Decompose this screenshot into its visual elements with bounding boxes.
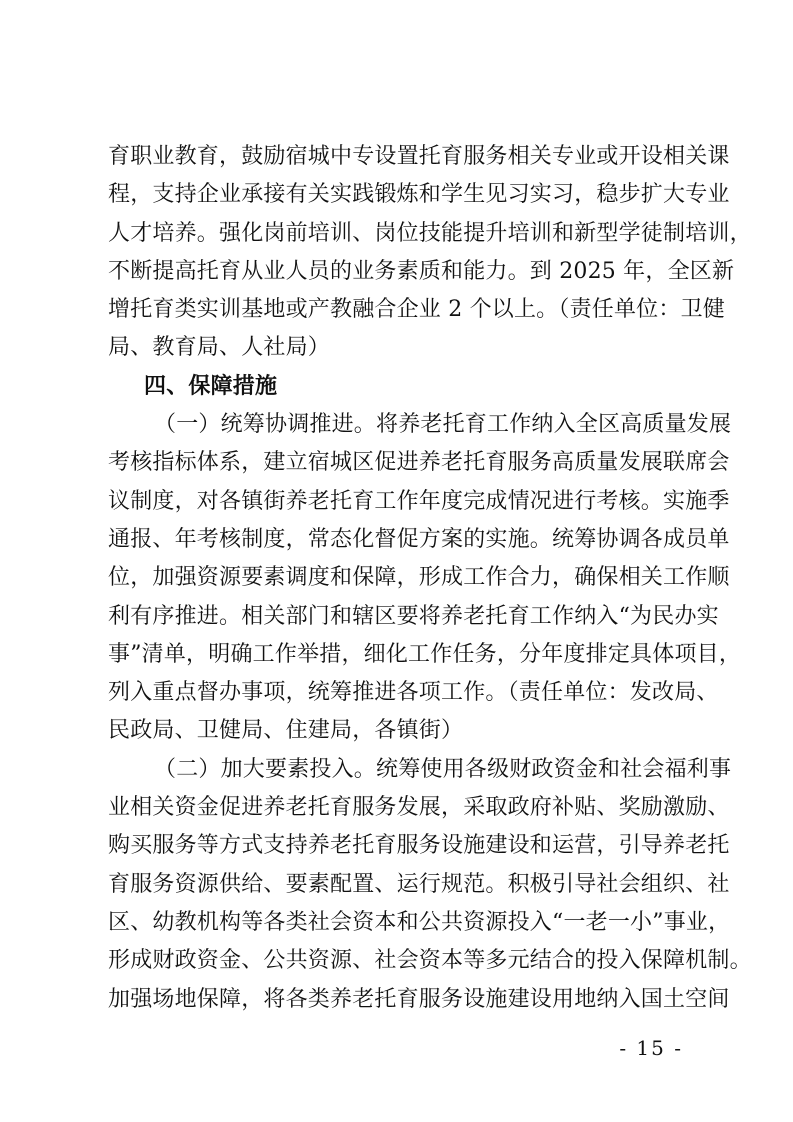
text-line: 形成财政资金、公共资源、社会资本等多元结合的投入保障机制。: [108, 948, 752, 974]
text-line: 购买服务等方式支持养老托育服务设施建设和运营，引导养老托: [108, 833, 730, 859]
text-line: 人才培养。强化岗前培训、岗位技能提升培训和新型学徒制培训，: [108, 220, 752, 246]
text-line: 议制度，对各镇街养老托育工作年度完成情况进行考核。实施季: [108, 488, 730, 514]
text-line: 育职业教育，鼓励宿城中专设置托育服务相关专业或开设相关课: [108, 144, 730, 169]
text-line: 位，加强资源要素调度和保障，形成工作合力，确保相关工作顺: [108, 565, 730, 591]
text-line: （二）加大要素投入。统筹使用各级财政资金和社会福利事: [154, 756, 732, 782]
text-line: 考核指标体系，建立宿城区促进养老托育服务高质量发展联席会: [108, 450, 730, 476]
section-heading: 四、保障措施: [144, 373, 278, 399]
page-number: - 15 -: [619, 1036, 683, 1060]
text-line: 通报、年考核制度，常态化督促方案的实施。统筹协调各成员单: [108, 526, 730, 552]
text-line: 事”清单，明确工作举措，细化工作任务，分年度排定具体项目，: [108, 641, 742, 667]
text-line: 程，支持企业承接有关实践锻炼和学生见习实习，稳步扩大专业: [108, 182, 730, 208]
text-line: 区、幼教机构等各类社会资本和公共资源投入“一老一小”事业，: [108, 909, 731, 935]
body-text: [108, 138, 752, 1019]
text-line: 局、教育局、人社局）: [108, 335, 331, 361]
text-line: 增托育类实训基地或产教融合企业 2 个以上。（责任单位：卫健: [108, 297, 725, 323]
text-line: 不断提高托育从业人员的业务素质和能力。到 2025 年，全区新: [108, 258, 735, 284]
text-line: 业相关资金促进养老托育服务发展，采取政府补贴、奖励激励、: [108, 795, 730, 821]
text-line: 加强场地保障，将各类养老托育服务设施建设用地纳入国土空间: [108, 986, 730, 1012]
text-line: 利有序推进。相关部门和辖区要将养老托育工作纳入“为民办实: [108, 603, 719, 629]
text-line: （一）统筹协调推进。将养老托育工作纳入全区高质量发展: [154, 412, 732, 438]
text-line: 列入重点督办事项，统筹推进各项工作。（责任单位：发改局、: [108, 680, 719, 706]
text-line: 育服务资源供给、要素配置、运行规范。积极引导社会组织、社: [108, 871, 730, 897]
text-line: 民政局、卫健局、住建局，各镇街）: [108, 718, 464, 744]
